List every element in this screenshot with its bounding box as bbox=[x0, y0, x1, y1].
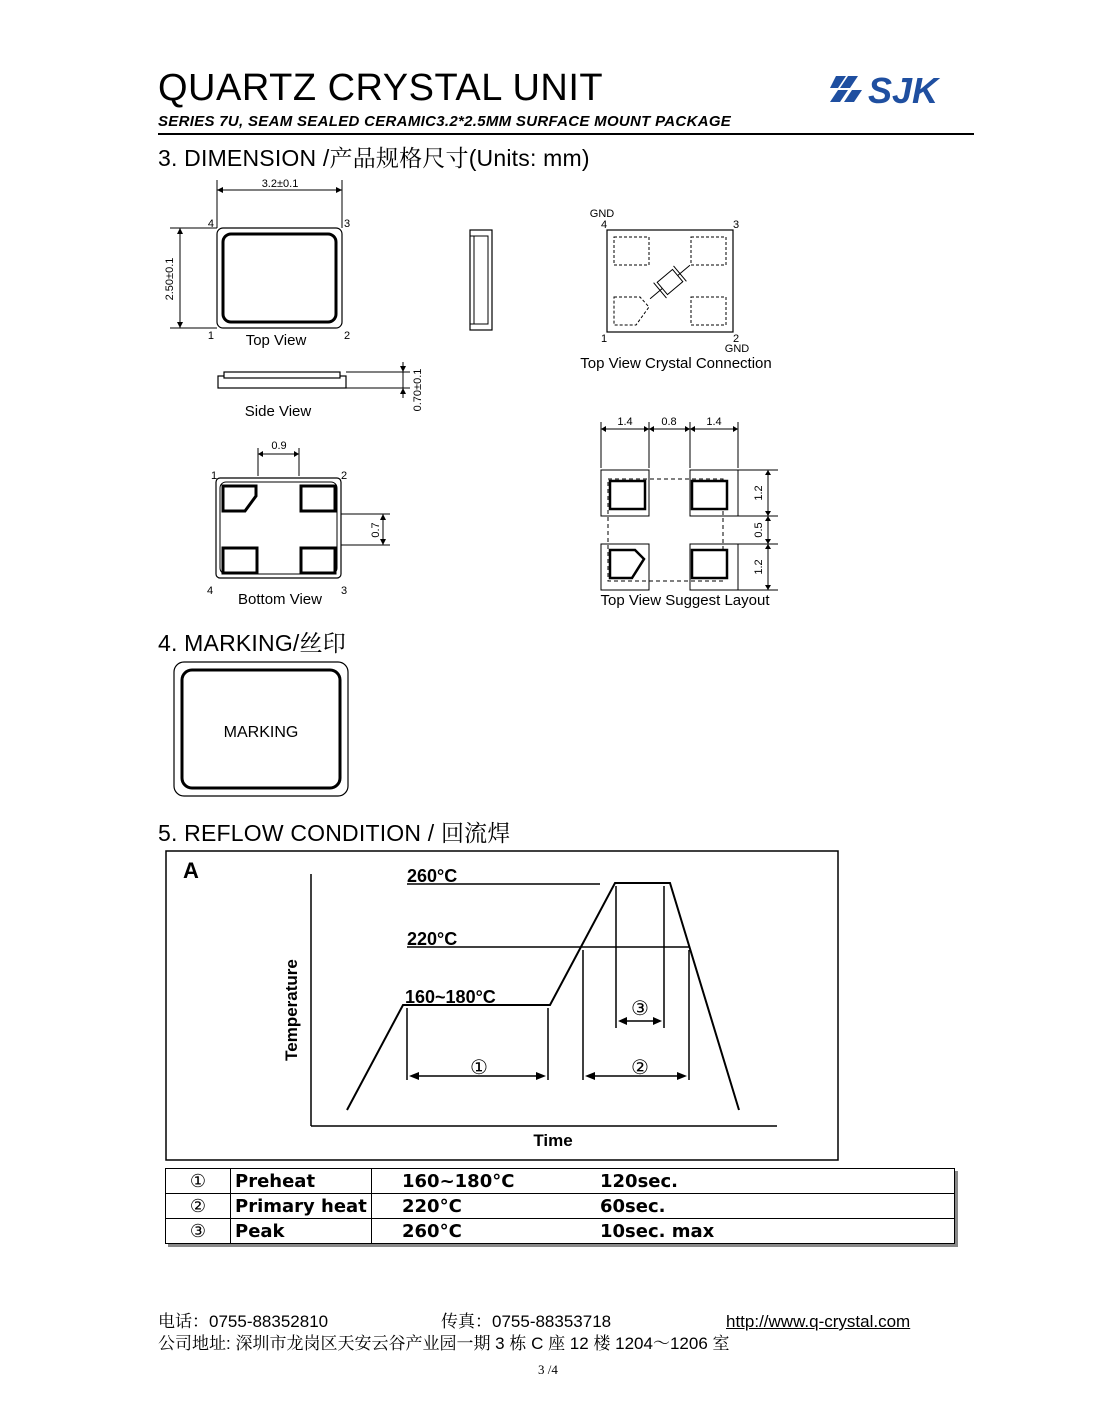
bottom-view-pin-2: 2 bbox=[341, 470, 348, 482]
zone-marker-2: ② bbox=[631, 1057, 649, 1079]
table-cell-stage: Preheat bbox=[231, 1169, 372, 1194]
layout-dim-y-1: 1.2 bbox=[753, 485, 765, 501]
chart-panel-label: A bbox=[183, 858, 199, 883]
level-label-260: 260°C bbox=[407, 866, 458, 886]
sjk-logo bbox=[830, 70, 975, 110]
document-title: QUARTZ CRYSTAL UNIT bbox=[158, 67, 604, 109]
bottom-view-caption: Bottom View bbox=[238, 591, 322, 608]
table-cell-temp: 220°C bbox=[372, 1194, 597, 1219]
bottom-view-pin-4: 4 bbox=[207, 585, 214, 597]
page-number: 3 /4 bbox=[538, 1362, 558, 1377]
crystal-pin-1: 1 bbox=[601, 333, 608, 345]
header-rule bbox=[158, 133, 974, 135]
crystal-pin-3: 3 bbox=[733, 219, 740, 231]
chart-xlabel: Time bbox=[533, 1131, 573, 1150]
section-marking-heading: 4. MARKING/丝印 bbox=[158, 630, 346, 656]
table-cell-temp: 160~180°C bbox=[372, 1169, 597, 1194]
layout-dim-y-2: 0.5 bbox=[753, 522, 765, 538]
level-label-220: 220°C bbox=[407, 929, 458, 949]
layout-dim-y-3: 1.2 bbox=[753, 559, 765, 575]
suggest-layout-drawing bbox=[588, 412, 788, 612]
zone-marker-1: ① bbox=[470, 1057, 488, 1079]
footer-fax: 传真：0755-88353718 bbox=[441, 1312, 612, 1331]
bottom-view-gap-y-dim: 0.7 bbox=[370, 522, 382, 538]
document-subtitle: SERIES 7U, SEAM SEALED CERAMIC3.2*2.5MM SURFACE MOUNT PACKAGE bbox=[158, 113, 732, 130]
zone-marker-3: ③ bbox=[631, 998, 649, 1020]
marking-drawing bbox=[172, 660, 352, 800]
logo-mark-icon bbox=[830, 76, 862, 102]
logo-text: SJK bbox=[868, 70, 939, 110]
bottom-view-pin-3: 3 bbox=[341, 585, 348, 597]
layout-dim-x-2: 0.8 bbox=[661, 416, 677, 428]
bottom-view-gap-x-dim: 0.9 bbox=[271, 440, 287, 452]
top-view-width-dim: 3.2±0.1 bbox=[261, 178, 299, 190]
top-view-caption: Top View bbox=[245, 332, 307, 349]
top-view-pin-4: 4 bbox=[207, 218, 214, 230]
section-dimension-heading: 3. DIMENSION /产品规格尺寸(Units: mm) bbox=[158, 145, 590, 171]
table-cell-no: ② bbox=[166, 1194, 231, 1219]
top-view-drawing bbox=[160, 172, 360, 352]
suggest-layout-caption: Top View Suggest Layout bbox=[600, 592, 770, 609]
footer bbox=[158, 1311, 910, 1355]
table-cell-temp: 260°C bbox=[372, 1219, 597, 1244]
bottom-view-drawing bbox=[198, 436, 398, 612]
side-view-drawing bbox=[210, 360, 430, 430]
top-view-height-dim: 2.50±0.1 bbox=[164, 257, 176, 301]
top-view-pin-1: 1 bbox=[207, 330, 214, 342]
crystal-gnd-label-bottom: GND bbox=[724, 343, 750, 355]
crystal-pin-2: 2 bbox=[733, 333, 740, 345]
marking-text: MARKING bbox=[223, 724, 299, 741]
table-cell-no: ① bbox=[166, 1169, 231, 1194]
table-row bbox=[166, 1194, 955, 1219]
section-reflow-heading: 5. REFLOW CONDITION / 回流焊 bbox=[158, 820, 511, 846]
end-view-drawing bbox=[466, 228, 496, 332]
table-cell-no: ③ bbox=[166, 1219, 231, 1244]
table-row bbox=[166, 1219, 955, 1244]
crystal-connection-caption: Top View Crystal Connection bbox=[580, 355, 772, 372]
table-cell-stage: Peak bbox=[231, 1219, 372, 1244]
reflow-profile-chart bbox=[165, 850, 841, 1164]
table-cell-time: 120sec. bbox=[596, 1169, 955, 1194]
crystal-connection-drawing bbox=[556, 202, 806, 374]
table-row bbox=[166, 1169, 955, 1194]
side-view-height-dim: 0.70±0.1 bbox=[412, 368, 424, 412]
footer-website-link[interactable]: http://www.q-crystal.com bbox=[726, 1312, 911, 1331]
layout-dim-x-1: 1.4 bbox=[617, 416, 633, 428]
table-cell-stage: Primary heat bbox=[231, 1194, 372, 1219]
crystal-gnd-label-top: GND bbox=[589, 208, 615, 220]
level-label-160: 160~180°C bbox=[405, 987, 496, 1007]
table-cell-time: 60sec. bbox=[596, 1194, 955, 1219]
footer-address: 公司地址: 深圳市龙岗区天安云谷产业园一期 3 栋 C 座 12 楼 1204～1206 室 bbox=[158, 1334, 730, 1353]
bottom-view-pin-1: 1 bbox=[211, 470, 218, 482]
layout-dim-x-3: 1.4 bbox=[706, 416, 722, 428]
chart-ylabel: Temperature bbox=[282, 959, 301, 1061]
table-cell-time: 10sec. max bbox=[596, 1219, 955, 1244]
top-view-pin-3: 3 bbox=[344, 218, 351, 230]
footer-phone: 电话：0755-88352810 bbox=[158, 1312, 329, 1331]
reflow-table bbox=[165, 1168, 955, 1244]
top-view-pin-2: 2 bbox=[344, 330, 351, 342]
crystal-pin-4: 4 bbox=[601, 219, 608, 231]
side-view-caption: Side View bbox=[244, 403, 312, 420]
